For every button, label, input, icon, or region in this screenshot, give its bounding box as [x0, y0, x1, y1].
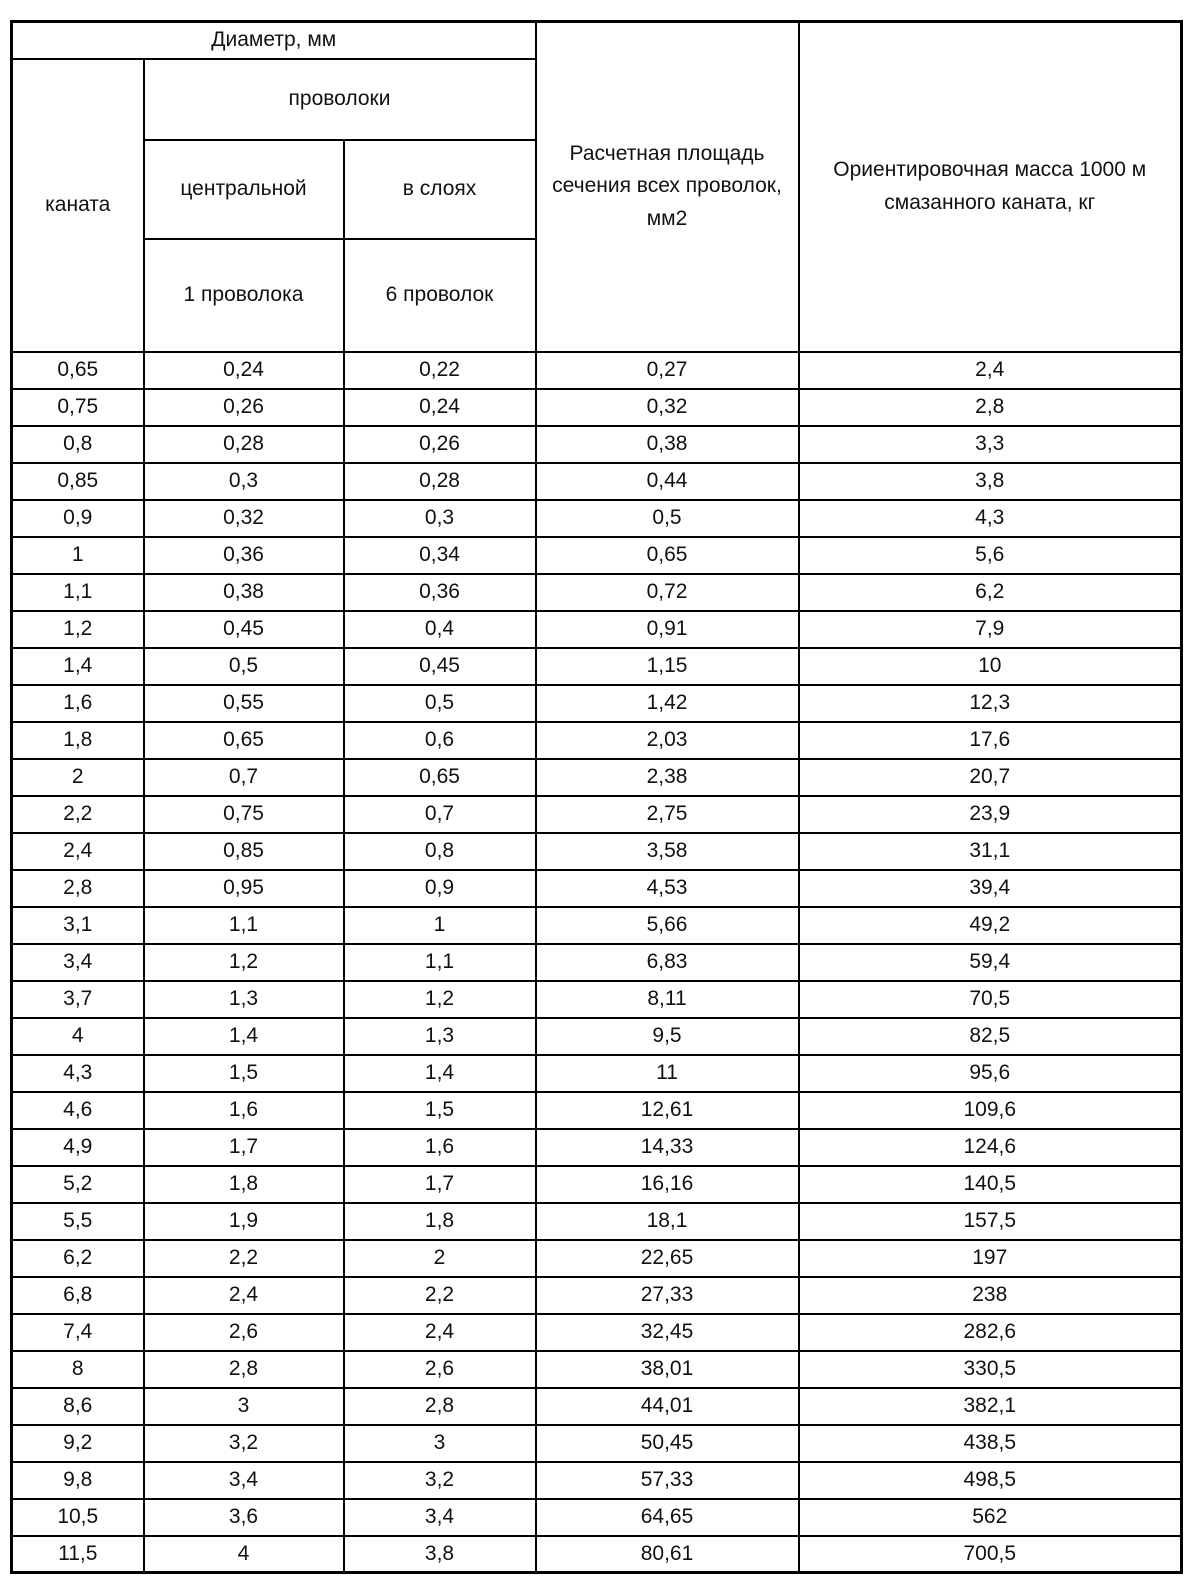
cell: 0,5 — [536, 500, 799, 537]
table-row — [12, 833, 1182, 870]
cell: 1,1 — [144, 907, 344, 944]
cell: 10,5 — [12, 1499, 144, 1536]
cell: 18,1 — [536, 1203, 799, 1240]
cell: 197 — [799, 1240, 1182, 1277]
cell: 59,4 — [799, 944, 1182, 981]
cell: 2,6 — [144, 1314, 344, 1351]
cell: 2,75 — [536, 796, 799, 833]
cell: 0,75 — [144, 796, 344, 833]
cell: 20,7 — [799, 759, 1182, 796]
header-row-diameter — [12, 22, 1182, 59]
cell: 2,4 — [799, 352, 1182, 389]
table-row — [12, 1499, 1182, 1536]
cell: 0,9 — [12, 500, 144, 537]
cell: 0,24 — [144, 352, 344, 389]
cell: 0,5 — [344, 685, 536, 722]
cell: 1,9 — [144, 1203, 344, 1240]
cell: 1,2 — [144, 944, 344, 981]
cell: 140,5 — [799, 1166, 1182, 1203]
cell: 44,01 — [536, 1388, 799, 1425]
cell: 3,1 — [12, 907, 144, 944]
cell: 1,6 — [144, 1092, 344, 1129]
cell: 0,72 — [536, 574, 799, 611]
cell: 16,16 — [536, 1166, 799, 1203]
cell: 498,5 — [799, 1462, 1182, 1499]
cell: 3,3 — [799, 426, 1182, 463]
table-row — [12, 463, 1182, 500]
cell: 64,65 — [536, 1499, 799, 1536]
table-row — [12, 426, 1182, 463]
cell: 23,9 — [799, 796, 1182, 833]
cell: 1,6 — [344, 1129, 536, 1166]
cell: 4,9 — [12, 1129, 144, 1166]
cell: 1,2 — [12, 611, 144, 648]
cell: 3 — [144, 1388, 344, 1425]
cell: 70,5 — [799, 981, 1182, 1018]
table-row — [12, 537, 1182, 574]
cell: 2,8 — [12, 870, 144, 907]
cell: 3,4 — [144, 1462, 344, 1499]
cell: 2 — [12, 759, 144, 796]
cell: 0,85 — [12, 463, 144, 500]
cell: 2,4 — [344, 1314, 536, 1351]
cell: 2,2 — [12, 796, 144, 833]
header-section-area: Расчетная площадь сечения всех проволок, мм2 — [536, 22, 799, 352]
cell: 31,1 — [799, 833, 1182, 870]
header-diameter-group: Диаметр, мм — [12, 22, 536, 59]
table-row — [12, 685, 1182, 722]
cell: 1,1 — [344, 944, 536, 981]
cell: 0,4 — [344, 611, 536, 648]
cell: 1,5 — [144, 1055, 344, 1092]
cell: 6,83 — [536, 944, 799, 981]
cell: 0,9 — [344, 870, 536, 907]
table-row — [12, 907, 1182, 944]
cell: 1,4 — [12, 648, 144, 685]
cell: 9,2 — [12, 1425, 144, 1462]
table-row — [12, 352, 1182, 389]
header-wire-central: центральной — [144, 140, 344, 239]
cell: 5,5 — [12, 1203, 144, 1240]
cell: 50,45 — [536, 1425, 799, 1462]
table-row — [12, 1166, 1182, 1203]
header-mass: Ориентировочная масса 1000 м смазанного каната, кг — [799, 22, 1182, 352]
cell: 0,55 — [144, 685, 344, 722]
cell: 14,33 — [536, 1129, 799, 1166]
cell: 57,33 — [536, 1462, 799, 1499]
cell: 0,27 — [536, 352, 799, 389]
cell: 2,2 — [344, 1277, 536, 1314]
cell: 8,6 — [12, 1388, 144, 1425]
cell: 80,61 — [536, 1536, 799, 1573]
cell: 0,26 — [144, 389, 344, 426]
table-row — [12, 870, 1182, 907]
cell: 2,6 — [344, 1351, 536, 1388]
cell: 562 — [799, 1499, 1182, 1536]
cell: 0,95 — [144, 870, 344, 907]
cell: 2,03 — [536, 722, 799, 759]
cell: 0,28 — [144, 426, 344, 463]
table-row — [12, 981, 1182, 1018]
cell: 3,6 — [144, 1499, 344, 1536]
cell: 0,75 — [12, 389, 144, 426]
cell: 38,01 — [536, 1351, 799, 1388]
cell: 5,66 — [536, 907, 799, 944]
table-row — [12, 1129, 1182, 1166]
cell: 3,2 — [144, 1425, 344, 1462]
cell: 382,1 — [799, 1388, 1182, 1425]
cell: 32,45 — [536, 1314, 799, 1351]
cell: 0,65 — [144, 722, 344, 759]
cell: 0,65 — [344, 759, 536, 796]
table-row — [12, 389, 1182, 426]
cell: 0,36 — [344, 574, 536, 611]
cell: 2 — [344, 1240, 536, 1277]
cell: 0,65 — [12, 352, 144, 389]
table-row — [12, 1462, 1182, 1499]
cell: 0,26 — [344, 426, 536, 463]
table-row — [12, 1351, 1182, 1388]
cell: 0,91 — [536, 611, 799, 648]
header-six-wires: 6 проволок — [344, 239, 536, 352]
cell: 109,6 — [799, 1092, 1182, 1129]
cell: 4,53 — [536, 870, 799, 907]
cell: 1,3 — [144, 981, 344, 1018]
table-row — [12, 648, 1182, 685]
cell: 3,7 — [12, 981, 144, 1018]
cell: 3,8 — [344, 1536, 536, 1573]
cell: 7,4 — [12, 1314, 144, 1351]
table-header — [12, 22, 1182, 352]
cell: 8 — [12, 1351, 144, 1388]
cell: 330,5 — [799, 1351, 1182, 1388]
header-one-wire: 1 проволока — [144, 239, 344, 352]
table-row — [12, 1055, 1182, 1092]
cell: 17,6 — [799, 722, 1182, 759]
table-row — [12, 944, 1182, 981]
cell: 1,8 — [344, 1203, 536, 1240]
cell: 3 — [344, 1425, 536, 1462]
cell: 1,1 — [12, 574, 144, 611]
cell: 0,24 — [344, 389, 536, 426]
cell: 0,8 — [344, 833, 536, 870]
cell: 3,4 — [12, 944, 144, 981]
table-row — [12, 1314, 1182, 1351]
cell: 2,4 — [12, 833, 144, 870]
table-row — [12, 722, 1182, 759]
cell: 0,22 — [344, 352, 536, 389]
cell: 0,28 — [344, 463, 536, 500]
cell: 4 — [144, 1536, 344, 1573]
cell: 0,34 — [344, 537, 536, 574]
cell: 0,45 — [344, 648, 536, 685]
cell: 0,8 — [12, 426, 144, 463]
cell: 0,32 — [536, 389, 799, 426]
cell: 11 — [536, 1055, 799, 1092]
cell: 1,8 — [144, 1166, 344, 1203]
cell: 1,5 — [344, 1092, 536, 1129]
cell: 1 — [12, 537, 144, 574]
cell: 4,3 — [799, 500, 1182, 537]
cell: 1,4 — [344, 1055, 536, 1092]
table-body — [12, 352, 1182, 1573]
cell: 0,5 — [144, 648, 344, 685]
cell: 0,44 — [536, 463, 799, 500]
cell: 1,8 — [12, 722, 144, 759]
table-row — [12, 1092, 1182, 1129]
cell: 1,2 — [344, 981, 536, 1018]
table-row — [12, 759, 1182, 796]
table-row — [12, 1018, 1182, 1055]
cell: 10 — [799, 648, 1182, 685]
cell: 700,5 — [799, 1536, 1182, 1573]
cell: 0,7 — [144, 759, 344, 796]
cell: 39,4 — [799, 870, 1182, 907]
cell: 0,3 — [144, 463, 344, 500]
cell: 2,2 — [144, 1240, 344, 1277]
cell: 0,38 — [536, 426, 799, 463]
cell: 4,3 — [12, 1055, 144, 1092]
cell: 0,3 — [344, 500, 536, 537]
cell: 124,6 — [799, 1129, 1182, 1166]
cell: 1,3 — [344, 1018, 536, 1055]
cell: 7,9 — [799, 611, 1182, 648]
cell: 0,36 — [144, 537, 344, 574]
table-row — [12, 796, 1182, 833]
table-row — [12, 1277, 1182, 1314]
cell: 0,7 — [344, 796, 536, 833]
cell: 2,38 — [536, 759, 799, 796]
cell: 2,8 — [799, 389, 1182, 426]
table-row — [12, 1536, 1182, 1573]
header-wire-in-layers: в слоях — [344, 140, 536, 239]
cell: 12,61 — [536, 1092, 799, 1129]
cell: 5,6 — [799, 537, 1182, 574]
cell: 95,6 — [799, 1055, 1182, 1092]
cell: 2,4 — [144, 1277, 344, 1314]
cell: 1 — [344, 907, 536, 944]
cell: 4 — [12, 1018, 144, 1055]
cell: 0,45 — [144, 611, 344, 648]
cell: 9,5 — [536, 1018, 799, 1055]
cell: 5,2 — [12, 1166, 144, 1203]
cell: 238 — [799, 1277, 1182, 1314]
cell: 1,42 — [536, 685, 799, 722]
cell: 12,3 — [799, 685, 1182, 722]
table-row — [12, 611, 1182, 648]
cell: 49,2 — [799, 907, 1182, 944]
table-row — [12, 574, 1182, 611]
cell: 27,33 — [536, 1277, 799, 1314]
table-row — [12, 1388, 1182, 1425]
table-row — [12, 1425, 1182, 1462]
cell: 3,4 — [344, 1499, 536, 1536]
cell: 6,8 — [12, 1277, 144, 1314]
cell: 2,8 — [144, 1351, 344, 1388]
cell: 8,11 — [536, 981, 799, 1018]
cell: 3,2 — [344, 1462, 536, 1499]
cell: 0,38 — [144, 574, 344, 611]
cell: 1,7 — [344, 1166, 536, 1203]
cell: 3,8 — [799, 463, 1182, 500]
table-row — [12, 500, 1182, 537]
cell: 0,32 — [144, 500, 344, 537]
cell: 1,6 — [12, 685, 144, 722]
header-rope: каната — [12, 59, 144, 352]
cell: 0,85 — [144, 833, 344, 870]
wire-rope-table — [10, 20, 1183, 1574]
cell: 6,2 — [799, 574, 1182, 611]
table-row — [12, 1203, 1182, 1240]
cell: 4,6 — [12, 1092, 144, 1129]
cell: 157,5 — [799, 1203, 1182, 1240]
cell: 6,2 — [12, 1240, 144, 1277]
cell: 1,7 — [144, 1129, 344, 1166]
cell: 438,5 — [799, 1425, 1182, 1462]
cell: 0,6 — [344, 722, 536, 759]
cell: 1,15 — [536, 648, 799, 685]
header-wires-group: проволоки — [144, 59, 536, 140]
cell: 22,65 — [536, 1240, 799, 1277]
cell: 282,6 — [799, 1314, 1182, 1351]
table-row — [12, 1240, 1182, 1277]
cell: 0,65 — [536, 537, 799, 574]
cell: 2,8 — [344, 1388, 536, 1425]
cell: 1,4 — [144, 1018, 344, 1055]
cell: 82,5 — [799, 1018, 1182, 1055]
cell: 9,8 — [12, 1462, 144, 1499]
cell: 3,58 — [536, 833, 799, 870]
cell: 11,5 — [12, 1536, 144, 1573]
